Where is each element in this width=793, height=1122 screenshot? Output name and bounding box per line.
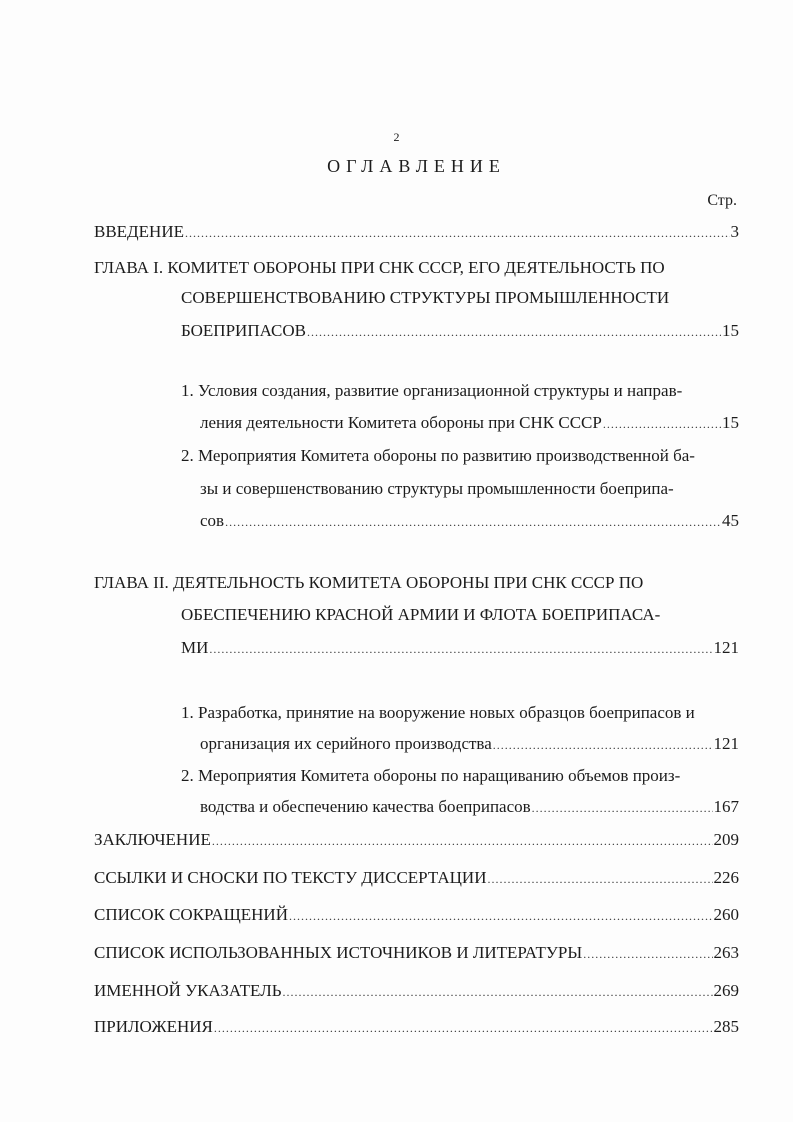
- toc-entry-label: БОЕПРИПАСОВ: [181, 321, 306, 340]
- leader-dots: [283, 982, 713, 1002]
- toc-entry-page: 45: [722, 511, 739, 530]
- leader-dots: [493, 735, 713, 755]
- toc-ch2-section-2-line-1[interactable]: 2. Мероприятия Комитета обороны по наращиванию объемов произ-: [181, 766, 681, 785]
- toc-entry-label: водства и обеспечению качества боеприпасов: [200, 797, 531, 816]
- toc-entry-label: МИ: [181, 638, 209, 657]
- toc-chapter-1-line-1[interactable]: ГЛАВА I. КОМИТЕТ ОБОРОНЫ ПРИ СНК СССР, ЕГО ДЕЯТЕЛЬНОСТЬ ПО: [94, 258, 665, 277]
- toc-entry-abbreviations[interactable]: [94, 905, 739, 926]
- page-column-label: Стр.: [707, 192, 737, 209]
- toc-entry-page: 15: [722, 413, 739, 432]
- leader-dots: [212, 831, 713, 851]
- toc-entry-page: 3: [730, 222, 739, 241]
- leader-dots: [214, 1018, 713, 1038]
- toc-entry-intro[interactable]: [94, 222, 739, 243]
- toc-entry-label: организация их серийного производства: [200, 734, 492, 753]
- toc-chapter-1-line-3[interactable]: [181, 321, 739, 342]
- leader-dots: [185, 223, 730, 243]
- toc-ch2-section-2-line-2[interactable]: [200, 797, 739, 818]
- leader-dots: [487, 869, 712, 889]
- toc-ch2-section-1-line-1[interactable]: 1. Разработка, принятие на вооружение новых образцов боеприпасов и: [181, 703, 695, 722]
- toc-ch1-section-2-line-2[interactable]: зы и совершенствованию структуры промышленности боеприпа-: [200, 479, 674, 498]
- toc-entry-label: ИМЕННОЙ УКАЗАТЕЛЬ: [94, 981, 282, 1000]
- toc-entry-references[interactable]: [94, 868, 739, 889]
- toc-ch1-section-1-line-2[interactable]: [200, 413, 739, 434]
- toc-entry-label: ВВЕДЕНИЕ: [94, 222, 184, 241]
- toc-entry-label: сов: [200, 511, 225, 530]
- toc-entry-label: ССЫЛКИ И СНОСКИ ПО ТЕКСТУ ДИССЕРТАЦИИ: [94, 868, 487, 887]
- toc-entry-sources[interactable]: [94, 943, 739, 964]
- toc-entry-label: СПИСОК СОКРАЩЕНИЙ: [94, 905, 288, 924]
- leader-dots: [532, 798, 713, 818]
- toc-entry-label: ПРИЛОЖЕНИЯ: [94, 1017, 213, 1036]
- leader-dots: [583, 944, 712, 964]
- toc-ch2-section-1-line-2[interactable]: [200, 734, 739, 755]
- toc-entry-appendices[interactable]: [94, 1017, 739, 1038]
- toc-chapter-2-line-1[interactable]: ГЛАВА II. ДЕЯТЕЛЬНОСТЬ КОМИТЕТА ОБОРОНЫ ПРИ СНК СССР ПО: [94, 573, 644, 592]
- leader-dots: [225, 512, 721, 532]
- toc-entry-label: ления деятельности Комитета обороны при СНК СССР: [200, 413, 602, 432]
- toc-entry-page: 121: [713, 638, 739, 657]
- toc-entry-conclusion[interactable]: [94, 830, 739, 851]
- toc-entry-label: СПИСОК ИСПОЛЬЗОВАННЫХ ИСТОЧНИКОВ И ЛИТЕРАТУРЫ: [94, 943, 583, 962]
- toc-title: ОГЛАВЛЕНИЕ: [327, 156, 506, 176]
- toc-entry-page: 260: [713, 905, 739, 924]
- toc-ch1-section-2-line-1[interactable]: 2. Мероприятия Комитета обороны по развитию производственной ба-: [181, 446, 695, 465]
- toc-entry-page: 263: [713, 943, 739, 962]
- toc-entry-page: 226: [713, 868, 739, 887]
- leader-dots: [307, 322, 721, 342]
- toc-chapter-2-line-3[interactable]: [181, 638, 739, 659]
- toc-entry-page: 209: [713, 830, 739, 849]
- toc-entry-page: 121: [713, 734, 739, 753]
- toc-ch1-section-2-line-3[interactable]: [200, 511, 739, 532]
- toc-ch1-section-1-line-1[interactable]: 1. Условия создания, развитие организационной структуры и направ-: [181, 381, 683, 400]
- leader-dots: [603, 414, 721, 434]
- leader-dots: [289, 906, 713, 926]
- toc-entry-page: 167: [713, 797, 739, 816]
- toc-entry-label: ЗАКЛЮЧЕНИЕ: [94, 830, 211, 849]
- toc-chapter-1-line-2[interactable]: СОВЕРШЕНСТВОВАНИЮ СТРУКТУРЫ ПРОМЫШЛЕННОСТИ: [181, 288, 670, 307]
- leader-dots: [209, 639, 712, 659]
- toc-chapter-2-line-2[interactable]: ОБЕСПЕЧЕНИЮ КРАСНОЙ АРМИИ И ФЛОТА БОЕПРИПАСА-: [181, 605, 661, 624]
- toc-entry-name-index[interactable]: [94, 981, 739, 1002]
- toc-entry-page: 285: [713, 1017, 739, 1036]
- toc-entry-page: 15: [722, 321, 739, 340]
- page-number: 2: [393, 130, 400, 144]
- toc-entry-page: 269: [713, 981, 739, 1000]
